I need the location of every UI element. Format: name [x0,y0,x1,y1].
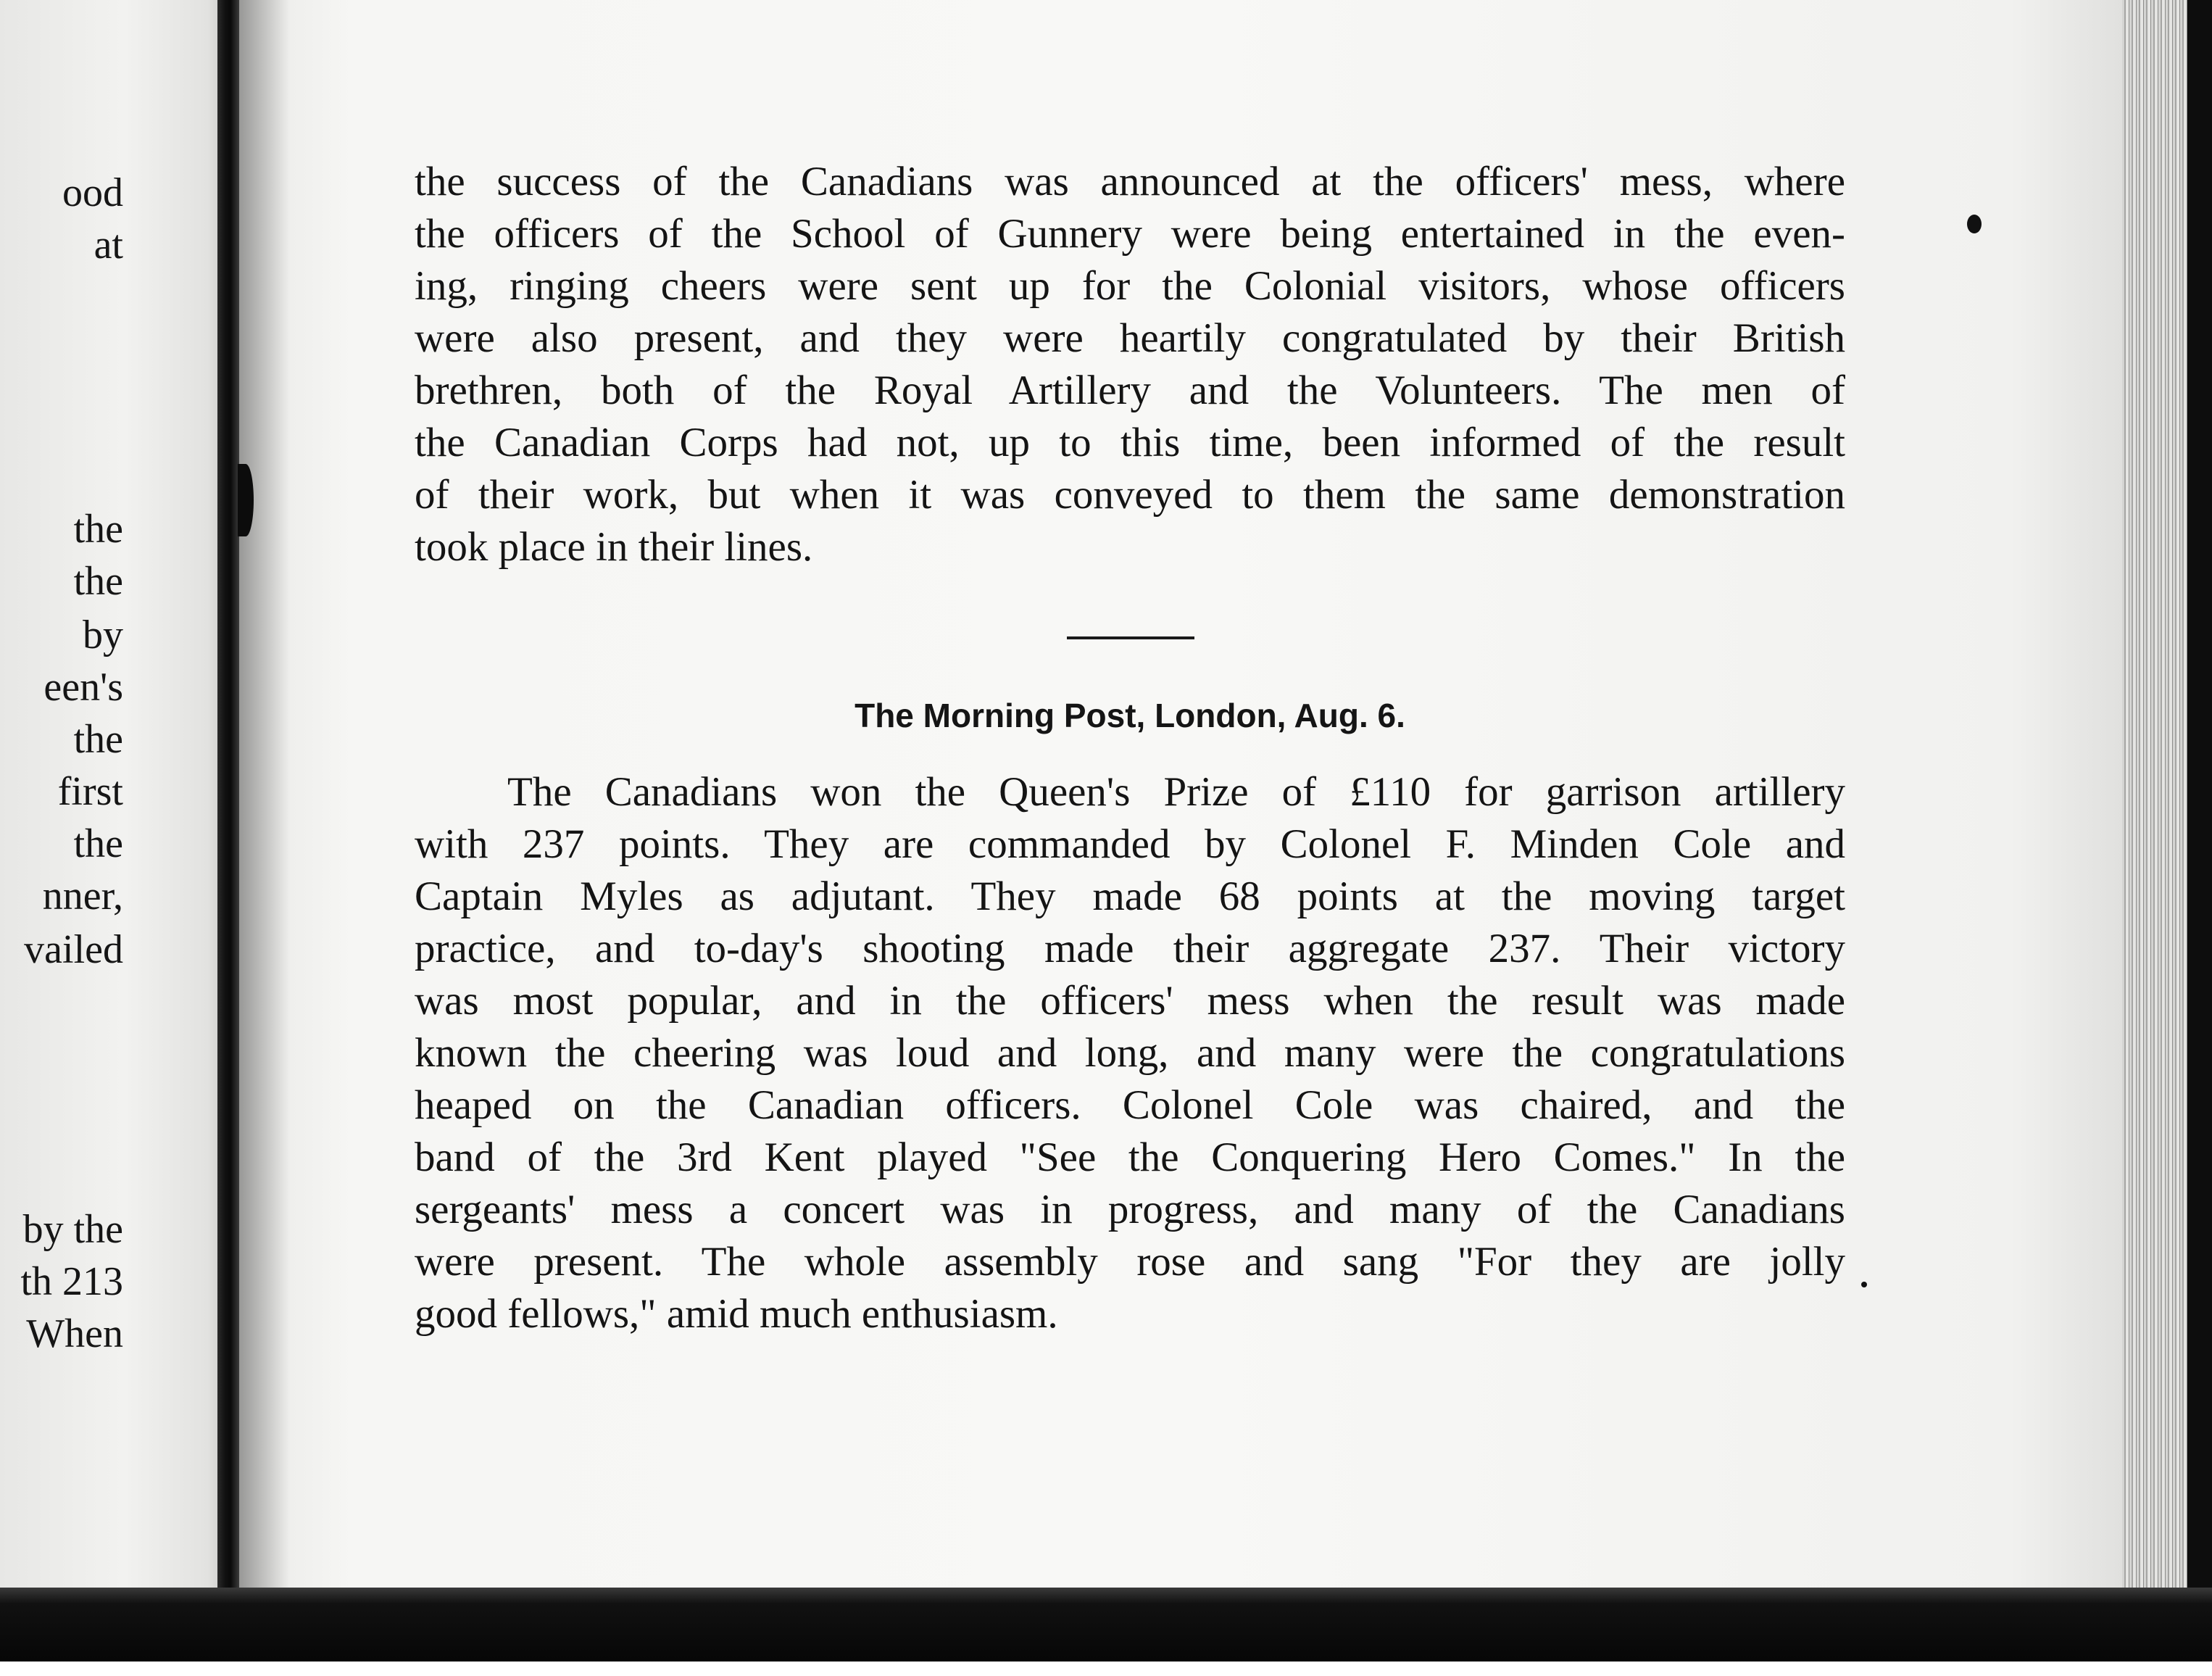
text-line: the officers of the School of Gunnery were being entertained in the even- [415,211,1845,257]
left-page-line: th 213 [20,1259,123,1304]
text-line: band of the 3rd Kent played "See the Conquering Hero Comes." In the [415,1134,1845,1180]
left-page-line: the [73,507,123,552]
text-line: known the cheering was loud and long, and many were the congratulations [415,1030,1845,1076]
left-page-line: at [93,223,123,267]
binding-notch [238,464,254,536]
text-line: with 237 points. They are commanded by Colonel F. Minden Cole and [415,821,1845,867]
scan-border-right [2187,0,2212,1676]
text-line: Captain Myles as adjutant. They made 68 points at the moving target [415,874,1845,919]
scan-margin-bottom [0,1662,2212,1676]
left-page-line: the [73,559,123,604]
text-line: sergeants' mess a concert was in progress, and many of the Canadians [415,1187,1845,1232]
text-line: of their work, but when it was conveyed to them the same demonstration [415,472,1845,518]
text-line: were also present, and they were heartily congratulated by their British [415,315,1845,361]
text-line: good fellows," amid much enthusiasm. [415,1291,1058,1337]
text-line: was most popular, and in the officers' mess when the result was made [415,978,1845,1024]
text-line: took place in their lines. [415,524,813,570]
text-line: the success of the Canadians was announced at the officers' mess, where [415,159,1845,204]
ink-speck [1861,1282,1867,1287]
section-divider [1067,636,1194,639]
left-page [0,0,226,1595]
text-line: ing, ringing cheers were sent up for the Colonial visitors, whose officers [415,263,1845,309]
left-page-line: first [57,769,123,814]
gutter-shadow [239,0,290,1595]
article-heading: The Morning Post, London, Aug. 6. [855,697,1405,734]
left-page-line: ood [62,170,123,215]
left-page-line: When [26,1311,123,1356]
left-page-line: the [73,717,123,762]
text-line: brethren, both of the Royal Artillery and the Volunteers. The men of [415,368,1845,413]
text-line: were present. The whole assembly rose and sang "For they are jolly [415,1239,1845,1285]
text-line: The Canadians won the Queen's Prize of £110 for garrison artillery [507,769,1845,815]
book-gutter [217,0,239,1598]
text-line: heaped on the Canadian officers. Colonel Cole was chaired, and the [415,1082,1845,1128]
left-page-line: the [73,821,123,866]
page-edges [2122,0,2187,1591]
text-line: practice, and to-day's shooting made their aggregate 237. Their victory [415,926,1845,971]
ink-speck [1967,215,1982,233]
left-page-line: by the [22,1207,123,1252]
left-page-line: by [83,613,123,657]
left-page-line: nner, [42,874,123,918]
text-line: the Canadian Corps had not, up to this time, been informed of the result [415,420,1845,465]
left-page-line: een's [43,665,123,710]
left-page-line: vailed [24,927,123,972]
